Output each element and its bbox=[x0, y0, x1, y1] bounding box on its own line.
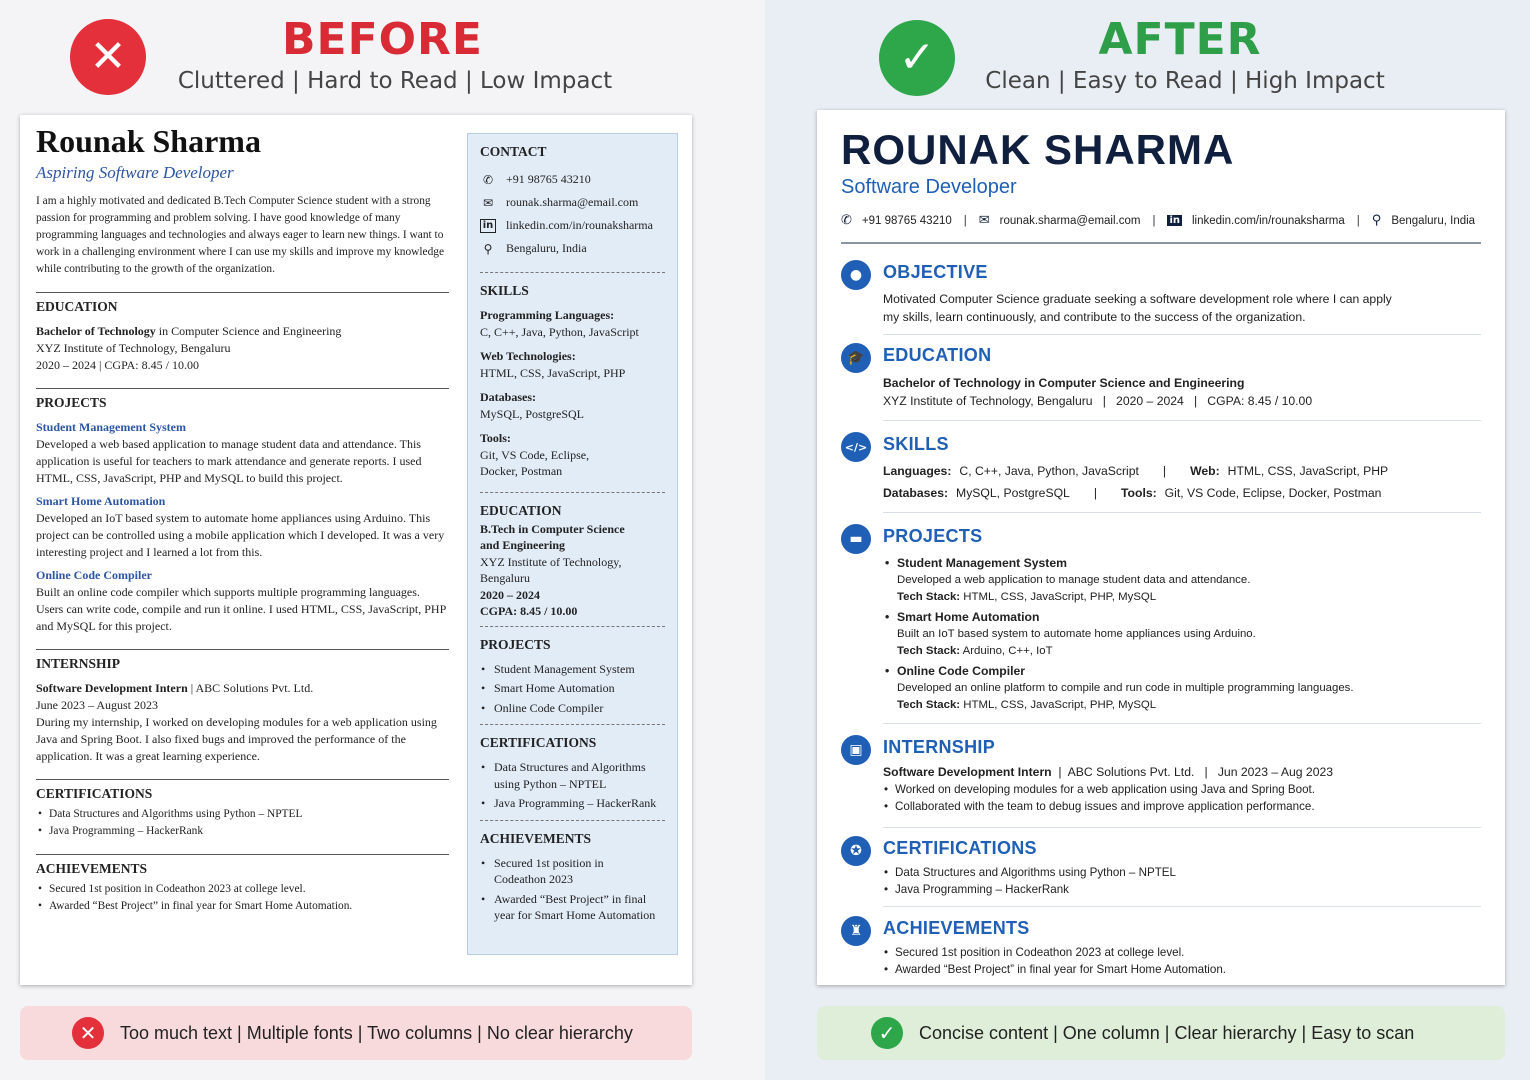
email-icon: ✉ bbox=[978, 213, 990, 228]
after-subtitle: Clean | Easy to Read | High Impact bbox=[985, 68, 1385, 94]
after-footer-text: Concise content | One column | Clear hierarchy | Easy to scan bbox=[919, 1022, 1415, 1043]
project-desc: Developed an IoT based system to automate home appliances using Arduino. This project can be controlled using a mobile application which I developed. It was a very interesting project and I learned a lot from this. bbox=[36, 511, 445, 559]
list-item: • Java Programming – HackerRank bbox=[36, 823, 449, 840]
skill-value: MySQL, PostgreSQL bbox=[480, 406, 585, 421]
section-heading: SKILLS bbox=[480, 283, 529, 298]
years-cgpa: 2020 – 2024 | CGPA: 8.45 / 10.00 bbox=[36, 358, 199, 372]
project-title: • Student Management System bbox=[883, 555, 1481, 572]
project-desc: Built an IoT based system to automate home appliances using Arduino. bbox=[897, 628, 1256, 640]
divider bbox=[883, 906, 1481, 907]
degree: B.Tech in Computer Science and Engineering bbox=[480, 521, 625, 552]
section-heading: CERTIFICATIONS bbox=[36, 786, 153, 801]
section-heading: ACHIEVEMENTS bbox=[883, 918, 1030, 938]
project-title: Online Code Compiler bbox=[36, 568, 152, 582]
divider bbox=[480, 820, 665, 821]
contact-location: ⚲ Bengaluru, India bbox=[1371, 213, 1476, 228]
skills-row: Languages: C, C++, Java, Python, JavaScript | Web: HTML, CSS, JavaScript, PHP bbox=[883, 464, 1389, 478]
skill-label: Databases: bbox=[480, 390, 536, 404]
linkedin-icon: in bbox=[480, 219, 496, 233]
years: 2020 – 2024 bbox=[480, 587, 540, 602]
list-item: • Data Structures and Algorithms using Python – NPTEL bbox=[36, 806, 449, 823]
check-icon: ✓ bbox=[879, 20, 955, 96]
x-icon: ✕ bbox=[72, 1017, 104, 1049]
divider bbox=[883, 723, 1481, 724]
before-title: BEFORE bbox=[282, 14, 483, 65]
project-desc: Developed a web based application to manage student data and attendance. This application is useful for teachers to mark attendance and generate reports. I used HTML, CSS, JavaScript, PHP and MySQL to build this project. bbox=[36, 437, 422, 485]
project-stack: Tech Stack: HTML, CSS, JavaScript, PHP, MySQL bbox=[897, 590, 1157, 603]
projects-body bbox=[883, 552, 1481, 713]
list-item: • Collaborated with the team to debug issues and improve application performance. bbox=[883, 798, 1481, 815]
institute: XYZ Institute of Technology, Bengaluru bbox=[480, 554, 622, 585]
project-desc: Developed an online platform to compile and run code in multiple programming languages. bbox=[897, 682, 1354, 694]
list-item: • Data Structures and Algorithms using Python – NPTEL bbox=[883, 864, 1481, 881]
after-footer bbox=[817, 1006, 1505, 1060]
before-role: Aspiring Software Developer bbox=[36, 163, 234, 182]
graduation-cap-icon: 🎓 bbox=[841, 343, 871, 373]
list-item: • Awarded “Best Project” in final year for Smart Home Automation bbox=[480, 891, 665, 924]
intern-desc: During my internship, I worked on developing modules for a web application using Java and Spring Boot. I also fixed bugs and improved the performance of the application. It was a great learning experience. bbox=[36, 715, 437, 763]
skill-value: C, C++, Java, Python, JavaScript bbox=[480, 324, 639, 339]
location-pin-icon: ⚲ bbox=[1371, 213, 1382, 228]
skill-label: Web Technologies: bbox=[480, 349, 576, 363]
contact-phone: ✆ +91 98765 43210 bbox=[841, 213, 952, 228]
before-certifications-section bbox=[36, 779, 449, 840]
before-internship-section bbox=[36, 649, 449, 765]
contact-email: ✉ rounak.sharma@email.com bbox=[978, 213, 1141, 228]
linkedin-icon: in bbox=[1169, 215, 1180, 226]
trophy-icon: ♜ bbox=[841, 916, 871, 946]
location-pin-icon: ⚲ bbox=[483, 241, 493, 256]
divider bbox=[480, 724, 665, 725]
contact-location: ⚲ Bengaluru, India bbox=[480, 237, 665, 260]
list-item: • Java Programming – HackerRank bbox=[883, 881, 1481, 898]
section-heading: CERTIFICATIONS bbox=[883, 838, 1037, 858]
contact-linkedin: in linkedin.com/in/rounaksharma bbox=[480, 214, 665, 237]
list-item: • Data Structures and Algorithms using Python – NPTEL bbox=[480, 759, 665, 792]
skills-row: Databases: MySQL, PostgreSQL | Tools: Git, VS Code, Eclipse, Docker, Postman bbox=[883, 486, 1382, 500]
before-name: Rounak Sharma bbox=[36, 123, 261, 159]
contact-phone: ✆ +91 98765 43210 bbox=[480, 168, 665, 191]
before-footer bbox=[20, 1006, 692, 1060]
divider bbox=[480, 626, 665, 627]
before-projects-section bbox=[36, 388, 449, 635]
section-heading: CERTIFICATIONS bbox=[480, 735, 597, 750]
list-item: • Secured 1st position in Codeathon 2023 at college level. bbox=[883, 944, 1481, 961]
after-name: ROUNAK SHARMA bbox=[841, 126, 1235, 173]
education-body bbox=[883, 374, 1481, 410]
project-stack: Tech Stack: Arduino, C++, IoT bbox=[897, 644, 1053, 657]
cgpa: CGPA: 8.45 / 10.00 bbox=[480, 604, 578, 618]
divider bbox=[883, 334, 1481, 335]
after-resume bbox=[817, 110, 1505, 985]
user-icon: ● bbox=[841, 260, 871, 290]
skill-label: Tools: bbox=[480, 431, 511, 445]
divider bbox=[883, 420, 1481, 421]
x-icon: ✕ bbox=[70, 19, 146, 95]
divider bbox=[480, 272, 665, 273]
section-heading: EDUCATION bbox=[480, 502, 562, 518]
code-icon: </> bbox=[841, 432, 871, 462]
certifications-body bbox=[883, 864, 1481, 898]
project-title: • Online Code Compiler bbox=[883, 663, 1481, 680]
section-heading: PROJECTS bbox=[480, 636, 551, 652]
phone-icon: ✆ bbox=[482, 172, 494, 187]
contact-email: ✉ rounak.sharma@email.com bbox=[480, 191, 665, 214]
list-item: • Online Code Compiler bbox=[480, 700, 665, 717]
skill-value: Git, VS Code, Eclipse, Docker, Postman bbox=[480, 447, 590, 478]
contact-linkedin: in linkedin.com/in/rounaksharma bbox=[1169, 214, 1345, 227]
list-item: • Worked on developing modules for a web application using Java and Spring Boot. bbox=[883, 781, 1481, 798]
award-icon: ✪ bbox=[841, 836, 871, 866]
skill-value: HTML, CSS, JavaScript, PHP bbox=[480, 365, 626, 380]
email-icon: ✉ bbox=[482, 195, 494, 210]
intern-dates: June 2023 – August 2023 bbox=[36, 698, 159, 712]
degree-line: Bachelor of Technology in Computer Science and Engineering bbox=[36, 324, 342, 338]
section-heading: INTERNSHIP bbox=[883, 737, 996, 757]
education-details: XYZ Institute of Technology, Bengaluru | 2020 – 2024 | CGPA: 8.45 / 10.00 bbox=[883, 394, 1313, 408]
divider bbox=[883, 827, 1481, 828]
section-heading: EDUCATION bbox=[883, 345, 992, 365]
before-resume bbox=[20, 115, 692, 985]
phone-icon: ✆ bbox=[841, 213, 852, 228]
divider bbox=[883, 512, 1481, 513]
before-footer-text: Too much text | Multiple fonts | Two columns | No clear hierarchy bbox=[120, 1022, 633, 1043]
list-item: • Awarded “Best Project” in final year for Smart Home Automation. bbox=[883, 961, 1481, 978]
section-heading: INTERNSHIP bbox=[36, 656, 121, 671]
project-stack: Tech Stack: HTML, CSS, JavaScript, PHP, MySQL bbox=[897, 698, 1157, 711]
before-summary: I am a highly motivated and dedicated B.Tech Computer Science student with a strong passion for programming and problem solving. I have good knowledge of many programming languages and technologies and always eager to learn new things. I want to work in a challenging environment where I can use my skills and improve my knowledge while contributing to the growth of the organization. bbox=[36, 195, 445, 275]
folder-icon: ▬ bbox=[841, 524, 871, 554]
degree: Bachelor of Technology in Computer Science and Engineering bbox=[883, 376, 1245, 390]
before-education-section bbox=[36, 292, 449, 374]
before-achievements-section bbox=[36, 854, 449, 915]
section-heading: CONTACT bbox=[480, 144, 547, 159]
project-desc: Built an online code compiler which supports multiple programming languages. Users can write code, compile and run it online. I used HTML, CSS, JavaScript, PHP and MySQL for this project. bbox=[36, 585, 446, 633]
objective-text: Motivated Computer Science graduate seeking a software development role where I can apply my skills, learn continuously, and contribute to the success of the organization. bbox=[883, 292, 1392, 324]
before-sidebar bbox=[467, 133, 678, 955]
intern-role-line: Software Development Intern | ABC Solutions Pvt. Ltd. | Jun 2023 – Aug 2023 bbox=[883, 765, 1334, 779]
list-item: • Secured 1st position in Codeathon 2023 bbox=[480, 855, 620, 888]
list-item: • Student Management System bbox=[480, 661, 665, 678]
after-title: AFTER bbox=[1098, 14, 1262, 65]
divider bbox=[480, 492, 665, 493]
section-heading: PROJECTS bbox=[883, 526, 983, 546]
skill-label: Programming Languages: bbox=[480, 308, 615, 322]
after-role: Software Developer bbox=[841, 176, 1017, 198]
list-item: • Secured 1st position in Codeathon 2023 at college level. bbox=[36, 881, 449, 898]
briefcase-icon: ▣ bbox=[841, 735, 871, 765]
list-item: • Awarded “Best Project” in final year for Smart Home Automation. bbox=[36, 898, 449, 915]
project-title: Smart Home Automation bbox=[36, 494, 166, 508]
project-title: • Smart Home Automation bbox=[883, 609, 1481, 626]
internship-body bbox=[883, 764, 1481, 815]
section-heading: ACHIEVEMENTS bbox=[480, 830, 592, 846]
section-heading: EDUCATION bbox=[36, 299, 118, 314]
institute: XYZ Institute of Technology, Bengaluru bbox=[36, 341, 231, 355]
before-main-column bbox=[36, 123, 449, 915]
section-heading: ACHIEVEMENTS bbox=[36, 861, 148, 876]
before-subtitle: Cluttered | Hard to Read | Low Impact bbox=[177, 68, 613, 94]
achievements-body bbox=[883, 944, 1481, 978]
check-icon: ✓ bbox=[871, 1017, 903, 1049]
list-item: • Smart Home Automation bbox=[480, 680, 665, 697]
section-heading: PROJECTS bbox=[36, 395, 107, 410]
intern-role-line: Software Development Intern | ABC Solutions Pvt. Ltd. bbox=[36, 681, 314, 695]
list-item: • Java Programming – HackerRank bbox=[480, 795, 665, 812]
project-title: Student Management System bbox=[36, 420, 186, 434]
project-desc: Developed a web application to manage student data and attendance. bbox=[897, 574, 1251, 586]
section-heading: SKILLS bbox=[883, 434, 949, 454]
contact-bar: ✆ +91 98765 43210 | ✉ rounak.sharma@email.com | in linkedin.com/in/rounaksharma | ⚲ Bengaluru, India bbox=[841, 213, 1481, 244]
skills-body bbox=[883, 460, 1481, 504]
section-heading: OBJECTIVE bbox=[883, 262, 988, 282]
